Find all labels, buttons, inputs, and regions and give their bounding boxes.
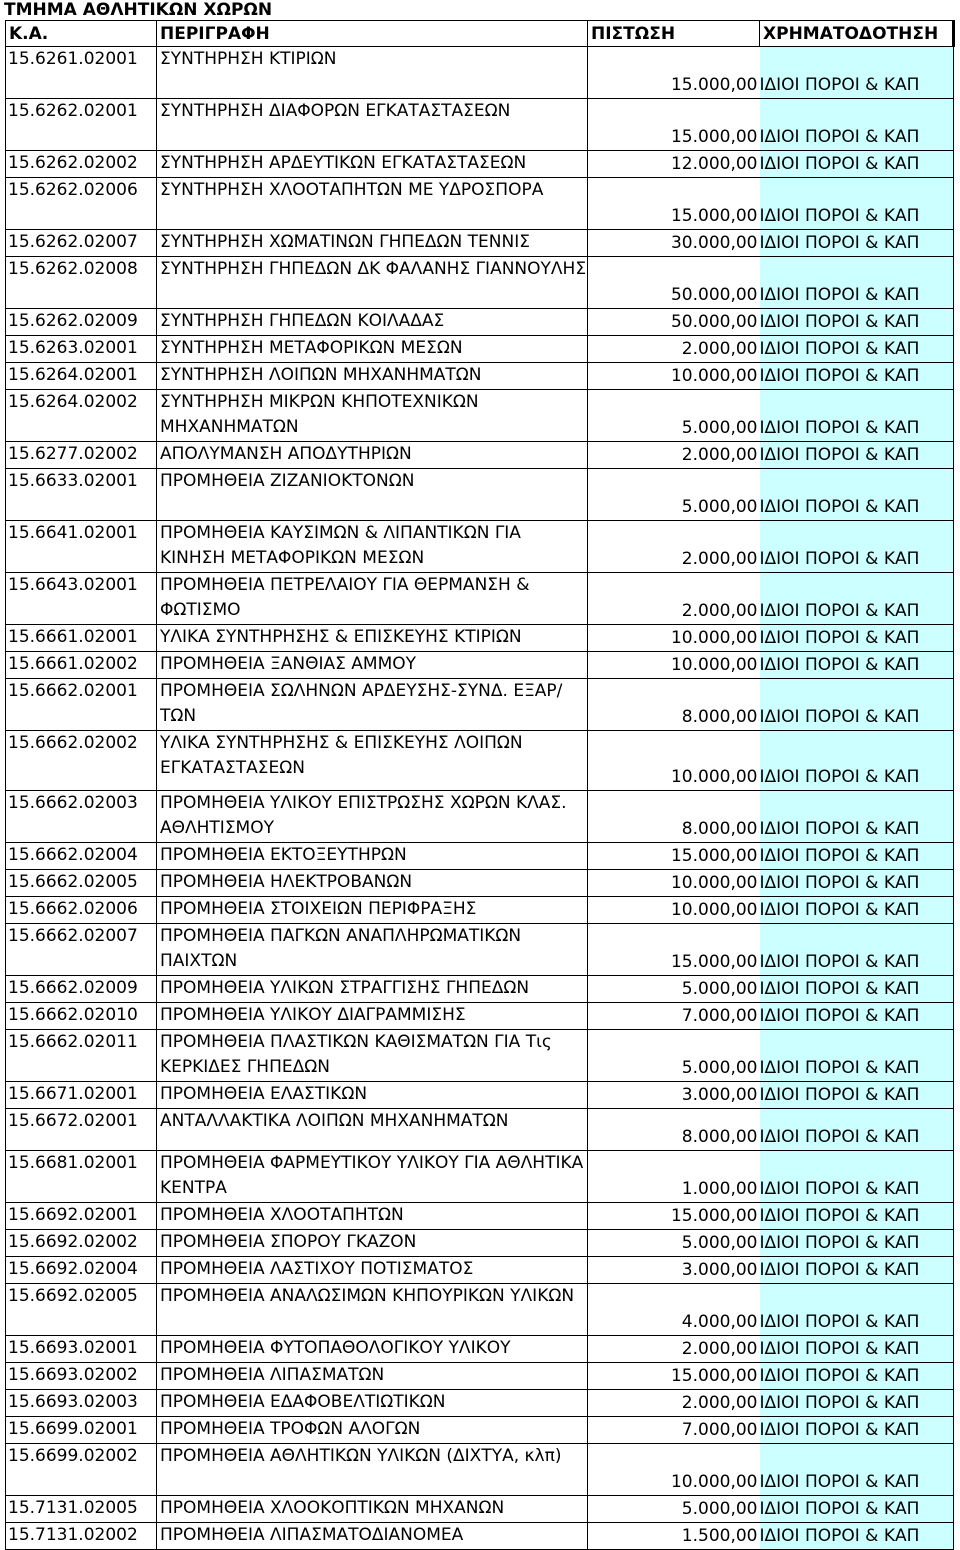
table-row xyxy=(6,178,954,230)
table-row xyxy=(6,47,954,99)
row-description: ΠΡΟΜΗΘΕΙΑ ΑΝΑΛΩΣΙΜΩΝ ΚΗΠΟΥΡΙΚΩΝ ΥΛΙΚΩΝ xyxy=(157,1284,588,1336)
budget-table xyxy=(5,20,955,1550)
row-funding: ΙΔΙΟΙ ΠΟΡΟΙ & ΚΑΠ xyxy=(760,791,954,843)
row-description: ΑΠΟΛΥΜΑΝΣΗ ΑΠΟΔΥΤΗΡΙΩΝ xyxy=(157,442,588,469)
row-funding: ΙΔΙΟΙ ΠΟΡΟΙ & ΚΑΠ xyxy=(760,1082,954,1109)
row-credit: 15.000,00 xyxy=(588,1363,760,1390)
table-row xyxy=(6,363,954,390)
table-row xyxy=(6,573,954,625)
row-credit: 2.000,00 xyxy=(588,336,760,363)
row-code: 15.6699.02001 xyxy=(6,1417,157,1444)
row-credit: 10.000,00 xyxy=(588,897,760,924)
row-code: 15.6692.02001 xyxy=(6,1203,157,1230)
row-funding: ΙΔΙΟΙ ΠΟΡΟΙ & ΚΑΠ xyxy=(760,469,954,521)
row-code: 15.6262.02009 xyxy=(6,309,157,336)
row-code: 15.6641.02001 xyxy=(6,521,157,573)
table-row xyxy=(6,1151,954,1203)
row-description: ΠΡΟΜΗΘΕΙΑ ΠΑΓΚΩΝ ΑΝΑΠΛΗΡΩΜΑΤΙΚΩΝ ΠΑΙΧΤΩΝ xyxy=(157,924,588,976)
table-row xyxy=(6,1109,954,1151)
row-description: ΠΡΟΜΗΘΕΙΑ ΥΛΙΚΟΥ ΕΠΙΣΤΡΩΣΗΣ ΧΩΡΩΝ ΚΛΑΣ. ΑΘΛΗΤΙΣΜΟΥ xyxy=(157,791,588,843)
page-title: ΤΜΗΜΑ ΑΘΛΗΤΙΚΩΝ ΧΩΡΩΝ xyxy=(4,0,273,20)
row-description: ΣΥΝΤΗΡΗΣΗ ΜΙΚΡΩΝ ΚΗΠΟΤΕΧΝΙΚΩΝ ΜΗΧΑΝΗΜΑΤΩΝ xyxy=(157,390,588,442)
row-credit: 5.000,00 xyxy=(588,1496,760,1523)
row-credit: 2.000,00 xyxy=(588,1390,760,1417)
table-row xyxy=(6,1523,954,1550)
row-code: 15.6671.02001 xyxy=(6,1082,157,1109)
row-credit: 7.000,00 xyxy=(588,1003,760,1030)
table-body xyxy=(6,47,954,1550)
table-row xyxy=(6,469,954,521)
row-credit: 5.000,00 xyxy=(588,390,760,442)
row-credit: 15.000,00 xyxy=(588,99,760,151)
row-description: ΥΛΙΚΑ ΣΥΝΤΗΡΗΣΗΣ & ΕΠΙΣΚΕΥΗΣ ΚΤΙΡΙΩΝ xyxy=(157,625,588,652)
row-funding: ΙΔΙΟΙ ΠΟΡΟΙ & ΚΑΠ xyxy=(760,1109,954,1151)
row-credit: 1.000,00 xyxy=(588,1151,760,1203)
row-description: ΣΥΝΤΗΡΗΣΗ ΓΗΠΕΔΩΝ ΔΚ ΦΑΛΑΝΗΣ ΓΙΑΝΝΟΥΛΗΣ xyxy=(157,257,588,309)
row-funding: ΙΔΙΟΙ ΠΟΡΟΙ & ΚΑΠ xyxy=(760,1496,954,1523)
row-description: ΣΥΝΤΗΡΗΣΗ ΛΟΙΠΩΝ ΜΗΧΑΝΗΜΑΤΩΝ xyxy=(157,363,588,390)
row-funding: ΙΔΙΟΙ ΠΟΡΟΙ & ΚΑΠ xyxy=(760,1444,954,1496)
row-funding: ΙΔΙΟΙ ΠΟΡΟΙ & ΚΑΠ xyxy=(760,1257,954,1284)
row-description: ΣΥΝΤΗΡΗΣΗ ΚΤΙΡΙΩΝ xyxy=(157,47,588,99)
table-row xyxy=(6,976,954,1003)
table-row xyxy=(6,1257,954,1284)
table-row xyxy=(6,442,954,469)
row-credit: 15.000,00 xyxy=(588,178,760,230)
row-code: 15.6662.02009 xyxy=(6,976,157,1003)
row-funding: ΙΔΙΟΙ ΠΟΡΟΙ & ΚΑΠ xyxy=(760,257,954,309)
table-row xyxy=(6,1390,954,1417)
row-description: ΠΡΟΜΗΘΕΙΑ ΧΛΟΟΤΑΠΗΤΩΝ xyxy=(157,1203,588,1230)
header-funding: ΧΡΗΜΑΤΟΔΟΤΗΣΗ xyxy=(760,21,954,47)
row-code: 15.6264.02002 xyxy=(6,390,157,442)
row-code: 15.6662.02002 xyxy=(6,731,157,791)
row-funding: ΙΔΙΟΙ ΠΟΡΟΙ & ΚΑΠ xyxy=(760,1523,954,1550)
row-funding: ΙΔΙΟΙ ΠΟΡΟΙ & ΚΑΠ xyxy=(760,521,954,573)
row-funding: ΙΔΙΟΙ ΠΟΡΟΙ & ΚΑΠ xyxy=(760,924,954,976)
row-funding: ΙΔΙΟΙ ΠΟΡΟΙ & ΚΑΠ xyxy=(760,976,954,1003)
table-row xyxy=(6,897,954,924)
table-row xyxy=(6,1444,954,1496)
row-credit: 8.000,00 xyxy=(588,791,760,843)
row-funding: ΙΔΙΟΙ ΠΟΡΟΙ & ΚΑΠ xyxy=(760,1003,954,1030)
table-row xyxy=(6,1363,954,1390)
table-row xyxy=(6,1417,954,1444)
row-description: ΣΥΝΤΗΡΗΣΗ ΧΩΜΑΤΙΝΩΝ ΓΗΠΕΔΩΝ ΤΕΝΝΙΣ xyxy=(157,230,588,257)
row-funding: ΙΔΙΟΙ ΠΟΡΟΙ & ΚΑΠ xyxy=(760,309,954,336)
row-credit: 2.000,00 xyxy=(588,1336,760,1363)
row-funding: ΙΔΙΟΙ ΠΟΡΟΙ & ΚΑΠ xyxy=(760,573,954,625)
table-row xyxy=(6,731,954,791)
row-code: 15.6633.02001 xyxy=(6,469,157,521)
row-funding: ΙΔΙΟΙ ΠΟΡΟΙ & ΚΑΠ xyxy=(760,897,954,924)
table-row xyxy=(6,625,954,652)
row-description: ΠΡΟΜΗΘΕΙΑ ΛΙΠΑΣΜΑΤΩΝ xyxy=(157,1363,588,1390)
row-code: 15.6661.02001 xyxy=(6,625,157,652)
row-description: ΣΥΝΤΗΡΗΣΗ ΔΙΑΦΟΡΩΝ ΕΓΚΑΤΑΣΤΑΣΕΩΝ xyxy=(157,99,588,151)
row-description: ΠΡΟΜΗΘΕΙΑ ΛΙΠΑΣΜΑΤΟΔΙΑΝΟΜΕΑ xyxy=(157,1523,588,1550)
row-credit: 12.000,00 xyxy=(588,151,760,178)
row-funding: ΙΔΙΟΙ ΠΟΡΟΙ & ΚΑΠ xyxy=(760,1203,954,1230)
row-code: 15.6662.02001 xyxy=(6,679,157,731)
row-credit: 8.000,00 xyxy=(588,1109,760,1151)
row-code: 15.6662.02011 xyxy=(6,1030,157,1082)
row-code: 15.6692.02005 xyxy=(6,1284,157,1336)
row-credit: 4.000,00 xyxy=(588,1284,760,1336)
row-credit: 2.000,00 xyxy=(588,521,760,573)
row-credit: 5.000,00 xyxy=(588,1030,760,1082)
row-description: ΠΡΟΜΗΘΕΙΑ ΣΩΛΗΝΩΝ ΑΡΔΕΥΣΗΣ-ΣΥΝΔ. ΕΞΑΡ/ΤΩΝ xyxy=(157,679,588,731)
row-description: ΠΡΟΜΗΘΕΙΑ ΥΛΙΚΟΥ ΔΙΑΓΡΑΜΜΙΣΗΣ xyxy=(157,1003,588,1030)
row-code: 15.7131.02005 xyxy=(6,1496,157,1523)
row-funding: ΙΔΙΟΙ ΠΟΡΟΙ & ΚΑΠ xyxy=(760,843,954,870)
row-credit: 10.000,00 xyxy=(588,363,760,390)
row-credit: 8.000,00 xyxy=(588,679,760,731)
row-code: 15.6277.02002 xyxy=(6,442,157,469)
row-funding: ΙΔΙΟΙ ΠΟΡΟΙ & ΚΑΠ xyxy=(760,363,954,390)
row-code: 15.6262.02007 xyxy=(6,230,157,257)
table-header-row xyxy=(6,21,954,47)
row-code: 15.6692.02002 xyxy=(6,1230,157,1257)
row-funding: ΙΔΙΟΙ ΠΟΡΟΙ & ΚΑΠ xyxy=(760,230,954,257)
row-description: ΠΡΟΜΗΘΕΙΑ ΦΑΡΜΕΥΤΙΚΟΥ ΥΛΙΚΟΥ ΓΙΑ ΑΘΛΗΤΙΚΑ ΚΕΝΤΡΑ xyxy=(157,1151,588,1203)
row-credit: 10.000,00 xyxy=(588,870,760,897)
row-credit: 5.000,00 xyxy=(588,469,760,521)
row-description: ΠΡΟΜΗΘΕΙΑ ΗΛΕΚΤΡΟΒΑΝΩΝ xyxy=(157,870,588,897)
row-description: ΠΡΟΜΗΘΕΙΑ ΤΡΟΦΩΝ ΑΛΟΓΩΝ xyxy=(157,1417,588,1444)
row-description: ΣΥΝΤΗΡΗΣΗ ΑΡΔΕΥΤΙΚΩΝ ΕΓΚΑΤΑΣΤΑΣΕΩΝ xyxy=(157,151,588,178)
row-credit: 30.000,00 xyxy=(588,230,760,257)
row-description: ΠΡΟΜΗΘΕΙΑ ΕΔΑΦΟΒΕΛΤΙΩΤΙΚΩΝ xyxy=(157,1390,588,1417)
row-code: 15.6643.02001 xyxy=(6,573,157,625)
row-credit: 10.000,00 xyxy=(588,625,760,652)
table-row xyxy=(6,257,954,309)
table-row xyxy=(6,151,954,178)
row-funding: ΙΔΙΟΙ ΠΟΡΟΙ & ΚΑΠ xyxy=(760,1151,954,1203)
row-credit: 15.000,00 xyxy=(588,1203,760,1230)
table-row xyxy=(6,309,954,336)
row-description: ΠΡΟΜΗΘΕΙΑ ΚΑΥΣΙΜΩΝ & ΛΙΠΑΝΤΙΚΩΝ ΓΙΑ ΚΙΝΗΣΗ ΜΕΤΑΦΟΡΙΚΩΝ ΜΕΣΩΝ xyxy=(157,521,588,573)
row-funding: ΙΔΙΟΙ ΠΟΡΟΙ & ΚΑΠ xyxy=(760,1030,954,1082)
row-funding: ΙΔΙΟΙ ΠΟΡΟΙ & ΚΑΠ xyxy=(760,1363,954,1390)
row-code: 15.6263.02001 xyxy=(6,336,157,363)
table-row xyxy=(6,99,954,151)
row-funding: ΙΔΙΟΙ ΠΟΡΟΙ & ΚΑΠ xyxy=(760,1390,954,1417)
row-description: ΠΡΟΜΗΘΕΙΑ ΑΘΛΗΤΙΚΩΝ ΥΛΙΚΩΝ (ΔΙΧΤΥΑ, κλπ) xyxy=(157,1444,588,1496)
row-credit: 7.000,00 xyxy=(588,1417,760,1444)
row-credit: 3.000,00 xyxy=(588,1257,760,1284)
row-code: 15.6261.02001 xyxy=(6,47,157,99)
row-description: ΠΡΟΜΗΘΕΙΑ ΦΥΤΟΠΑΘΟΛΟΓΙΚΟΥ ΥΛΙΚΟΥ xyxy=(157,1336,588,1363)
row-funding: ΙΔΙΟΙ ΠΟΡΟΙ & ΚΑΠ xyxy=(760,1284,954,1336)
row-funding: ΙΔΙΟΙ ΠΟΡΟΙ & ΚΑΠ xyxy=(760,336,954,363)
row-code: 15.6262.02008 xyxy=(6,257,157,309)
row-credit: 2.000,00 xyxy=(588,442,760,469)
header-code: Κ.Α. xyxy=(6,21,157,47)
row-description: ΑΝΤΑΛΛΑΚΤΙΚΑ ΛΟΙΠΩΝ ΜΗΧΑΝΗΜΑΤΩΝ xyxy=(157,1109,588,1151)
row-code: 15.7131.02002 xyxy=(6,1523,157,1550)
table-row xyxy=(6,870,954,897)
row-credit: 5.000,00 xyxy=(588,976,760,1003)
row-code: 15.6262.02002 xyxy=(6,151,157,178)
row-credit: 1.500,00 xyxy=(588,1523,760,1550)
row-credit: 15.000,00 xyxy=(588,47,760,99)
row-description: ΠΡΟΜΗΘΕΙΑ ΛΑΣΤΙΧΟΥ ΠΟΤΙΣΜΑΤΟΣ xyxy=(157,1257,588,1284)
row-description: ΠΡΟΜΗΘΕΙΑ ΠΕΤΡΕΛΑΙΟΥ ΓΙΑ ΘΕΡΜΑΝΣΗ & ΦΩΤΙΣΜΟ xyxy=(157,573,588,625)
row-description: ΠΡΟΜΗΘΕΙΑ ΥΛΙΚΩΝ ΣΤΡΑΓΓΙΣΗΣ ΓΗΠΕΔΩΝ xyxy=(157,976,588,1003)
row-funding: ΙΔΙΟΙ ΠΟΡΟΙ & ΚΑΠ xyxy=(760,99,954,151)
row-code: 15.6662.02004 xyxy=(6,843,157,870)
row-funding: ΙΔΙΟΙ ΠΟΡΟΙ & ΚΑΠ xyxy=(760,1336,954,1363)
row-code: 15.6661.02002 xyxy=(6,652,157,679)
row-description: ΣΥΝΤΗΡΗΣΗ ΜΕΤΑΦΟΡΙΚΩΝ ΜΕΣΩΝ xyxy=(157,336,588,363)
row-credit: 10.000,00 xyxy=(588,731,760,791)
row-funding: ΙΔΙΟΙ ΠΟΡΟΙ & ΚΑΠ xyxy=(760,731,954,791)
row-credit: 10.000,00 xyxy=(588,1444,760,1496)
row-code: 15.6662.02006 xyxy=(6,897,157,924)
row-code: 15.6699.02002 xyxy=(6,1444,157,1496)
row-funding: ΙΔΙΟΙ ΠΟΡΟΙ & ΚΑΠ xyxy=(760,151,954,178)
row-description: ΠΡΟΜΗΘΕΙΑ ΕΚΤΟΞΕΥΤΗΡΩΝ xyxy=(157,843,588,870)
row-funding: ΙΔΙΟΙ ΠΟΡΟΙ & ΚΑΠ xyxy=(760,870,954,897)
table-row xyxy=(6,1496,954,1523)
row-code: 15.6681.02001 xyxy=(6,1151,157,1203)
row-funding: ΙΔΙΟΙ ΠΟΡΟΙ & ΚΑΠ xyxy=(760,1230,954,1257)
table-row xyxy=(6,1284,954,1336)
row-description: ΠΡΟΜΗΘΕΙΑ ΣΠΟΡΟΥ ΓΚΑΖΟΝ xyxy=(157,1230,588,1257)
row-funding: ΙΔΙΟΙ ΠΟΡΟΙ & ΚΑΠ xyxy=(760,178,954,230)
table-row xyxy=(6,390,954,442)
row-code: 15.6662.02005 xyxy=(6,870,157,897)
table-row xyxy=(6,230,954,257)
table-row xyxy=(6,652,954,679)
row-funding: ΙΔΙΟΙ ΠΟΡΟΙ & ΚΑΠ xyxy=(760,1417,954,1444)
row-description: ΠΡΟΜΗΘΕΙΑ ΞΑΝΘΙΑΣ ΑΜΜΟΥ xyxy=(157,652,588,679)
table-row xyxy=(6,791,954,843)
row-code: 15.6662.02007 xyxy=(6,924,157,976)
table-row xyxy=(6,336,954,363)
table-row xyxy=(6,1336,954,1363)
table-row xyxy=(6,1203,954,1230)
row-funding: ΙΔΙΟΙ ΠΟΡΟΙ & ΚΑΠ xyxy=(760,442,954,469)
row-credit: 15.000,00 xyxy=(588,924,760,976)
table-row xyxy=(6,843,954,870)
row-code: 15.6662.02010 xyxy=(6,1003,157,1030)
row-code: 15.6262.02001 xyxy=(6,99,157,151)
row-description: ΥΛΙΚΑ ΣΥΝΤΗΡΗΣΗΣ & ΕΠΙΣΚΕΥΗΣ ΛΟΙΠΩΝ ΕΓΚΑΤΑΣΤΑΣΕΩΝ xyxy=(157,731,588,791)
row-credit: 50.000,00 xyxy=(588,257,760,309)
table-row xyxy=(6,1082,954,1109)
row-description: ΣΥΝΤΗΡΗΣΗ ΧΛΟΟΤΑΠΗΤΩΝ ΜΕ ΥΔΡΟΣΠΟΡΑ xyxy=(157,178,588,230)
row-code: 15.6693.02001 xyxy=(6,1336,157,1363)
row-funding: ΙΔΙΟΙ ΠΟΡΟΙ & ΚΑΠ xyxy=(760,679,954,731)
table-row xyxy=(6,1030,954,1082)
row-code: 15.6692.02004 xyxy=(6,1257,157,1284)
table-row xyxy=(6,679,954,731)
row-description: ΠΡΟΜΗΘΕΙΑ ΕΛΑΣΤΙΚΩΝ xyxy=(157,1082,588,1109)
row-funding: ΙΔΙΟΙ ΠΟΡΟΙ & ΚΑΠ xyxy=(760,625,954,652)
row-description: ΠΡΟΜΗΘΕΙΑ ΠΛΑΣΤΙΚΩΝ ΚΑΘΙΣΜΑΤΩΝ ΓΙΑ Τις ΚΕΡΚΙΔΕΣ ΓΗΠΕΔΩΝ xyxy=(157,1030,588,1082)
row-credit: 15.000,00 xyxy=(588,843,760,870)
row-description: ΣΥΝΤΗΡΗΣΗ ΓΗΠΕΔΩΝ ΚΟΙΛΑΔΑΣ xyxy=(157,309,588,336)
row-description: ΠΡΟΜΗΘΕΙΑ ΖΙΖΑΝΙΟΚΤΟΝΩΝ xyxy=(157,469,588,521)
table-row xyxy=(6,1230,954,1257)
row-funding: ΙΔΙΟΙ ΠΟΡΟΙ & ΚΑΠ xyxy=(760,390,954,442)
row-credit: 3.000,00 xyxy=(588,1082,760,1109)
header-description: ΠΕΡΙΓΡΑΦΗ xyxy=(157,21,588,47)
row-credit: 10.000,00 xyxy=(588,652,760,679)
row-credit: 5.000,00 xyxy=(588,1230,760,1257)
row-code: 15.6264.02001 xyxy=(6,363,157,390)
table-row xyxy=(6,1003,954,1030)
row-code: 15.6693.02002 xyxy=(6,1363,157,1390)
row-code: 15.6672.02001 xyxy=(6,1109,157,1151)
row-credit: 2.000,00 xyxy=(588,573,760,625)
row-credit: 50.000,00 xyxy=(588,309,760,336)
row-description: ΠΡΟΜΗΘΕΙΑ ΣΤΟΙΧΕΙΩΝ ΠΕΡΙΦΡΑΞΗΣ xyxy=(157,897,588,924)
table-row xyxy=(6,924,954,976)
row-code: 15.6262.02006 xyxy=(6,178,157,230)
header-credit: ΠΙΣΤΩΣΗ xyxy=(588,21,760,47)
row-code: 15.6662.02003 xyxy=(6,791,157,843)
table-row xyxy=(6,521,954,573)
row-funding: ΙΔΙΟΙ ΠΟΡΟΙ & ΚΑΠ xyxy=(760,652,954,679)
row-description: ΠΡΟΜΗΘΕΙΑ ΧΛΟΟΚΟΠΤΙΚΩΝ ΜΗΧΑΝΩΝ xyxy=(157,1496,588,1523)
row-code: 15.6693.02003 xyxy=(6,1390,157,1417)
row-funding: ΙΔΙΟΙ ΠΟΡΟΙ & ΚΑΠ xyxy=(760,47,954,99)
